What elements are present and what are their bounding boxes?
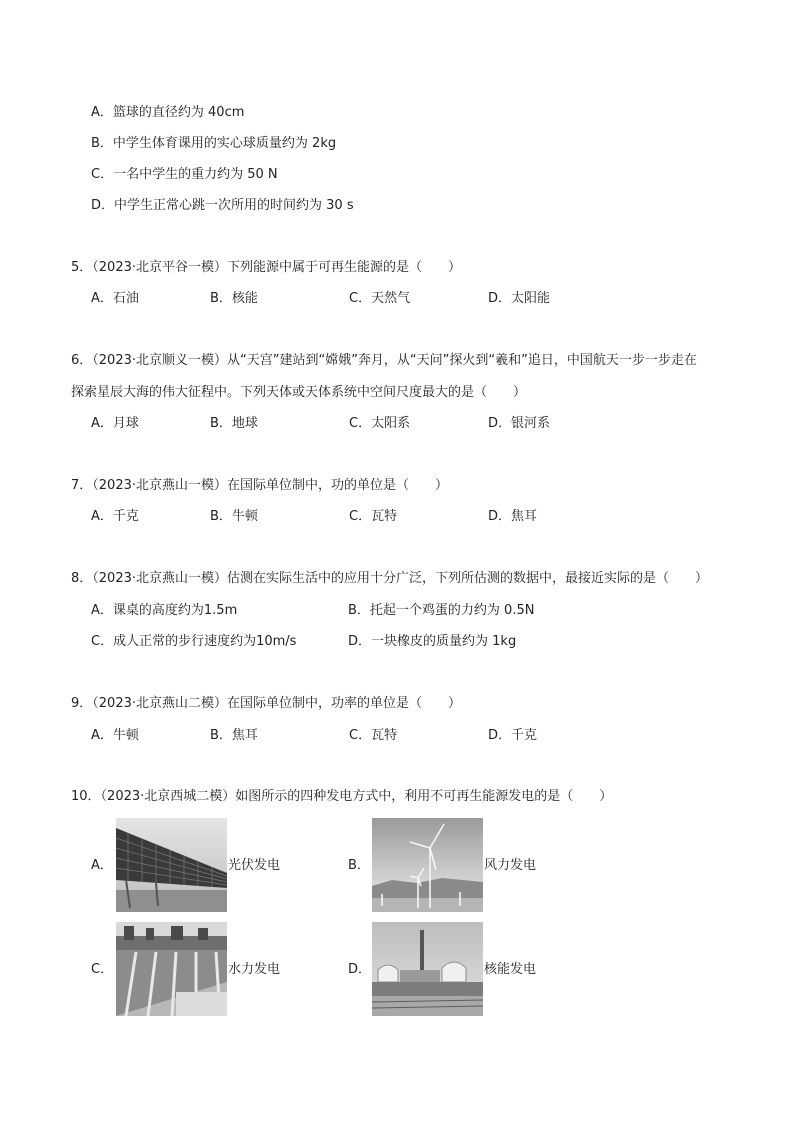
q8-option-d: D．一块橡皮的质量约为 1kg (348, 634, 517, 649)
q7-option-d: D．焦耳 (488, 509, 538, 524)
q9-option-b: B．焦耳 (210, 728, 258, 743)
q7-option-b: B．牛顿 (210, 509, 258, 524)
q5-stem: 5．（2023·北京平谷一模）下列能源中属于可再生能源的是（ ） (71, 260, 461, 275)
solar-panel-photo-icon (116, 818, 227, 912)
q5-option-b: B．核能 (210, 291, 258, 306)
q6-option-a: A．月球 (91, 416, 139, 431)
q5-option-c: C．天然气 (349, 291, 411, 306)
wind-turbine-photo-icon (372, 818, 483, 912)
q7-stem: 7．（2023·北京燕山一模）在国际单位制中，功的单位是（ ） (71, 478, 448, 493)
q8-option-a: A．课桌的高度约为1.5m (91, 603, 238, 618)
q10-option-b-letter: B． (348, 858, 370, 873)
q10-option-b-caption: 风力发电 (484, 858, 537, 873)
q9-option-a: A．牛顿 (91, 728, 139, 743)
nuclear-plant-photo-icon (372, 922, 483, 1016)
q8-option-c: C．成人正常的步行速度约为10m/s (91, 634, 297, 649)
q10-stem: 10．（2023·北京西城二模）如图所示的四种发电方式中，利用不可再生能源发电的是（ ） (71, 789, 613, 804)
q6-option-b: B．地球 (210, 416, 258, 431)
q9-option-d: D．千克 (488, 728, 538, 743)
q9-option-c: C．瓦特 (349, 728, 398, 743)
q6-stem-line2: 探索星辰大海的伟大征程中。下列天体或天体系统中空间尺度最大的是（ ） (71, 385, 527, 400)
q7-option-c: C．瓦特 (349, 509, 398, 524)
q10-option-a-letter: A． (91, 858, 113, 873)
q10-option-a-caption: 光伏发电 (228, 858, 281, 873)
q10-option-c-caption: 水力发电 (228, 962, 281, 977)
q4-option-b: B．中学生体育课用的实心球质量约为 2kg (91, 136, 337, 151)
q6-option-c: C．太阳系 (349, 416, 411, 431)
q7-option-a: A．千克 (91, 509, 139, 524)
q5-option-d: D．太阳能 (488, 291, 551, 306)
q8-option-b: B．托起一个鸡蛋的力约为 0.5N (348, 603, 535, 618)
q10-option-d-caption: 核能发电 (484, 962, 537, 977)
q4-option-a: A．篮球的直径约为 40cm (91, 105, 245, 120)
q5-option-a: A．石油 (91, 291, 139, 306)
hydro-dam-photo-icon (116, 922, 227, 1016)
q4-option-d: D．中学生正常心跳一次所用的时间约为 30 s (91, 198, 354, 213)
q10-option-c-letter: C． (91, 962, 114, 977)
q6-option-d: D．银河系 (488, 416, 551, 431)
q10-option-d-letter: D． (348, 962, 372, 977)
q8-stem: 8．（2023·北京燕山一模）估测在实际生活中的应用十分广泛，下列所估测的数据中，最接近实际的是（ ） (71, 571, 708, 586)
q4-option-c: C．一名中学生的重力约为 50 N (91, 167, 278, 182)
q9-stem: 9．（2023·北京燕山二模）在国际单位制中，功率的单位是（ ） (71, 696, 461, 711)
q6-stem-line1: 6．（2023·北京顺义一模）从“天宫”建站到“嫦娥”奔月，从“天问”探火到“羲和”追日，中国航天一步一步走在 (71, 353, 697, 368)
